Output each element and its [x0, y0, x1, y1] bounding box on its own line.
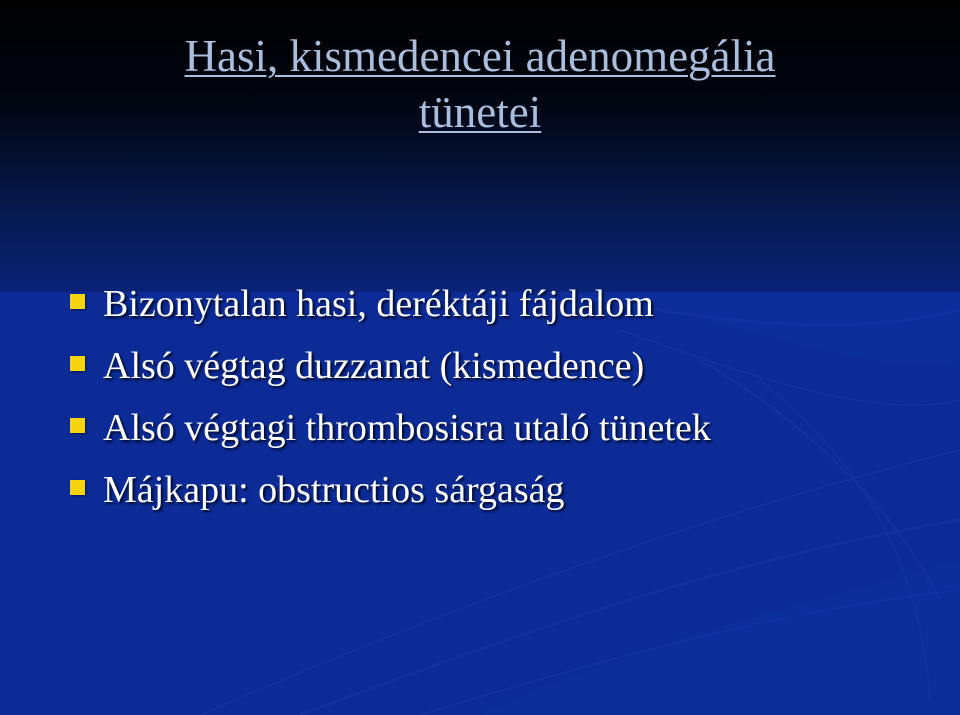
- bullet-item: [0, 400, 960, 462]
- bullet-item: [0, 338, 960, 400]
- bullet-item: [0, 462, 960, 524]
- square-bullet-icon: [70, 480, 85, 495]
- bullet-text: Bizonytalan hasi, deréktáji fájdalom: [103, 283, 654, 325]
- bullet-text: Májkapu: obstructios sárgaság: [103, 469, 565, 511]
- bullet-text: Alsó végtagi thrombosisra utaló tünetek: [103, 407, 711, 449]
- square-bullet-icon: [70, 418, 85, 433]
- bullet-list: [0, 276, 960, 524]
- title-line-1: Hasi, kismedencei adenomegália: [184, 31, 776, 81]
- title-line-2: tünetei: [418, 87, 542, 137]
- bullet-item: [0, 276, 960, 338]
- square-bullet-icon: [70, 356, 85, 371]
- square-bullet-icon: [70, 294, 85, 309]
- slide-title: [0, 28, 960, 140]
- bullet-text: Alsó végtag duzzanat (kismedence): [103, 345, 645, 387]
